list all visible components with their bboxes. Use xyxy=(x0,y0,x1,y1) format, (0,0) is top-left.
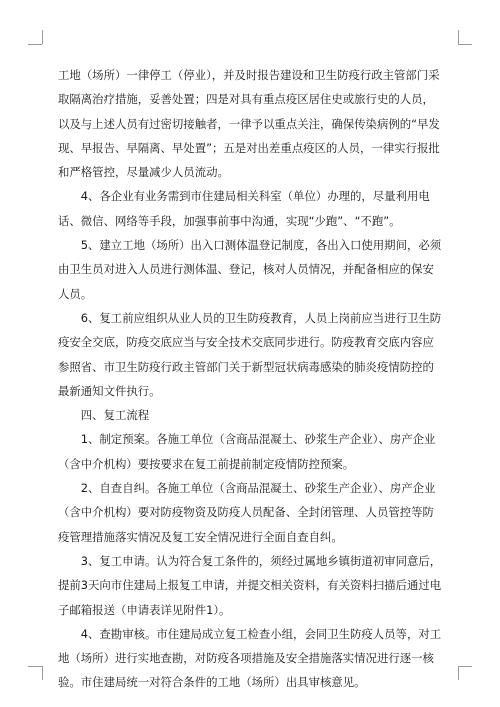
crop-mark-bottom-left-h xyxy=(28,666,42,667)
paragraph-step-1: 1、制定预案。各施工单位（含商品混凝土、砂浆生产企业）、房产企业（含中介机构）要按要求在复工前提前制定疫情防控预案。 xyxy=(58,432,436,471)
paragraph-step-3: 3、复工申请。认为符合复工条件的，须经过属地乡镇街道初审同意后，提前3天向市住建局上报复工申请，并提交相关资料，有关资料扫描后通过电子邮箱报送（申请表详见附件1）。 xyxy=(58,553,442,617)
paragraph-step-4: 4、查勘审核。市住建局成立复工检查小组，会同卫生防疫人员等，对工地（场所）进行实地查勘，对防疫各项措施及安全措施落实情况进行逐一核验。市住建局统一对符合条件的工地（场所）出具审核意见。 xyxy=(58,626,442,690)
crop-mark-top-left-h xyxy=(28,44,42,45)
section-heading-return-process: 四、复工流程 xyxy=(58,408,150,423)
crop-mark-bottom-right-v xyxy=(458,666,459,680)
document-body xyxy=(58,63,442,695)
paragraph-item-5: 5、建立工地（场所）出入口测体温登记制度，各出入口使用期间，必须由卫生员对进入人员进行测体温、登记，核对人员情况，并配备相应的保安人员。 xyxy=(58,238,442,301)
paragraph-step-2: 2、自查自纠。各施工单位（含商品混凝土、砂浆生产企业）、房产企业（含中介机构）要对防疫物资及防疫人员配备、全封闭管理、人员管控等防疫管理措施落实情况及复工安全情况进行全面自查自纠。 xyxy=(58,481,436,544)
paragraph-item-6: 6、复工前应组织从业人员的卫生防疫教育，人员上岗前应当进行卫生防疫安全交底，防疫交底应当与安全技术交底同步进行。防疫教育交底内容应参照省、市卫生防疫行政主管部门关于新型冠状病毒感染的肺炎疫情防控的最新通知文件执行。 xyxy=(58,310,442,398)
crop-mark-top-right-v xyxy=(458,30,459,44)
crop-mark-top-left-v xyxy=(42,30,43,44)
crop-mark-top-right-h xyxy=(458,44,472,45)
crop-mark-bottom-right-h xyxy=(458,666,472,667)
paragraph-item-4: 4、各企业有业务需到市住建局相关科室（单位）办理的，尽量利用电话、微信、网络等手段，加强事前事中沟通，实现“少跑”、“不跑”。 xyxy=(58,189,430,228)
paragraph-continued: 工地（场所）一律停工（停业），并及时报告建设和卫生防疫行政主管部门采取隔离治疗措施，妥善处置；四是对具有重点疫区居住史或旅行史的人员，以及与上述人员有过密切接触者，一律予以重点关注，确保传染病例的“早发现、早报告、早隔离、早处置”；五是对出差重点疫区的人员，一律实行报批和严格管控，尽量减少人员流动。 xyxy=(58,68,440,180)
crop-mark-bottom-left-v xyxy=(42,666,43,680)
